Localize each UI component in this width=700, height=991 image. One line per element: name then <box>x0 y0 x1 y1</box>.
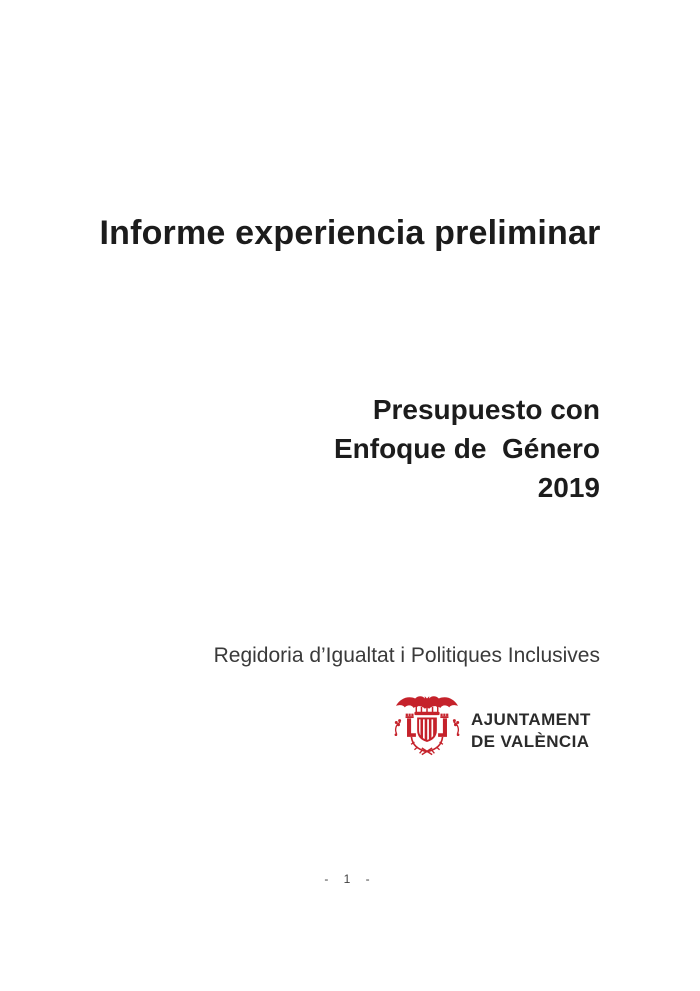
logo-text <box>471 709 591 753</box>
document-title: Informe experiencia preliminar <box>99 214 601 252</box>
ajuntament-valencia-logo <box>390 689 591 773</box>
page-number: - 1 - <box>324 872 376 886</box>
subtitle-line-year: 2019 <box>537 472 600 503</box>
logo-text-line-2: DE VALÈNCIA <box>471 732 590 751</box>
valencia-crest-icon <box>390 689 464 773</box>
subtitle-line-2: Enfoque de Género <box>333 433 600 464</box>
subtitle-line-1: Presupuesto con <box>372 394 600 425</box>
document-subtitle <box>334 390 600 507</box>
logo-text-line-1: AJUNTAMENT <box>471 710 591 729</box>
department-line: Regidoria d’Igualtat i Politiques Inclusives <box>213 644 600 667</box>
